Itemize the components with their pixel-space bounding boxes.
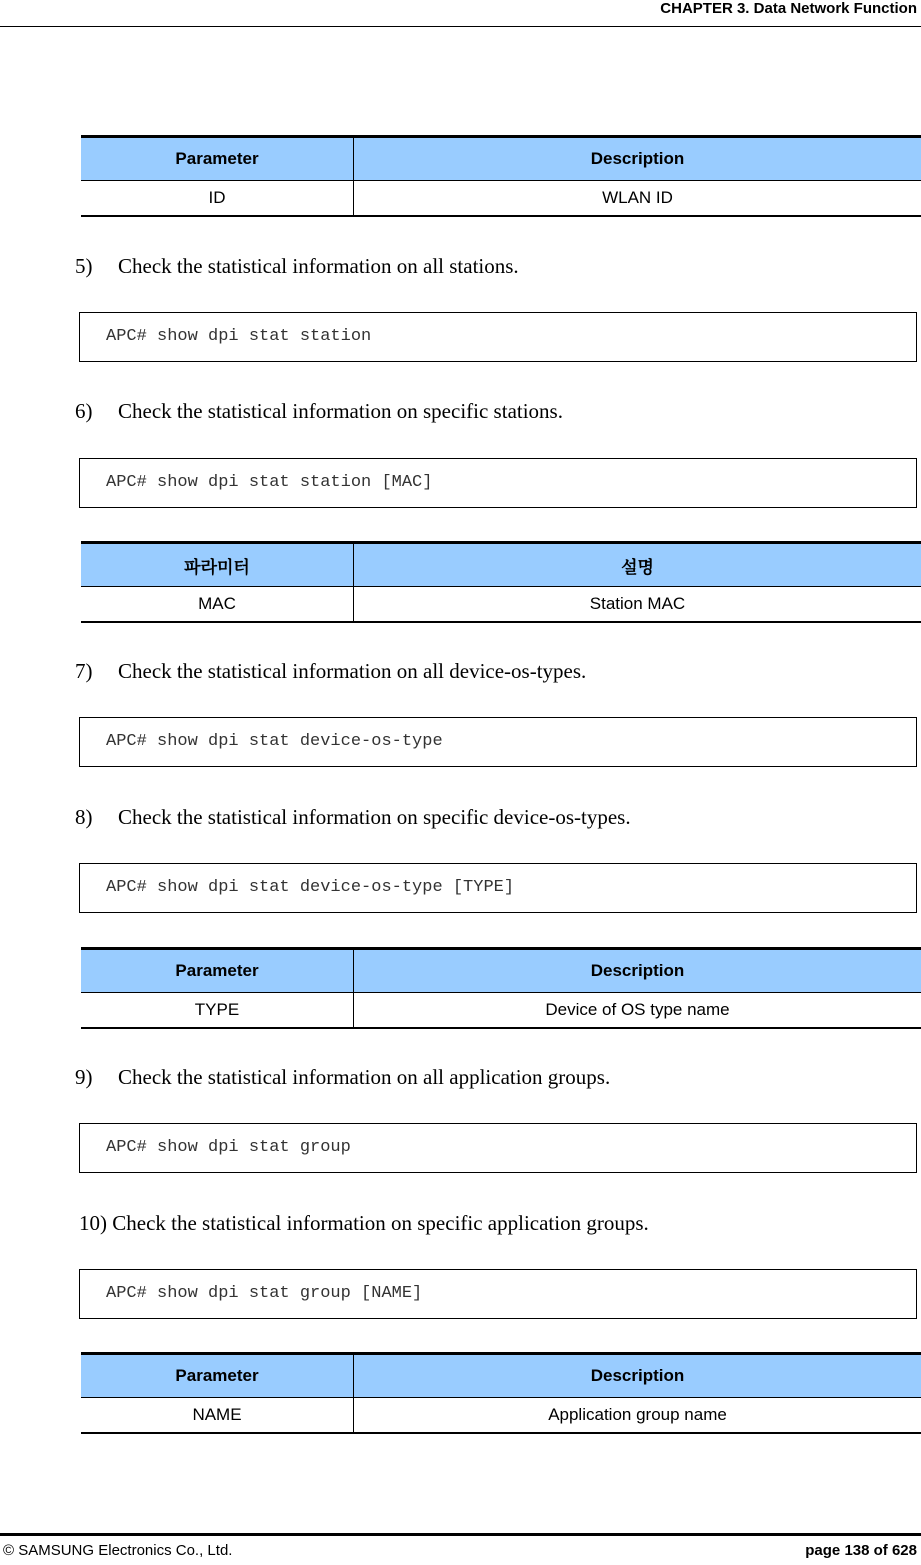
step-text: Check the statistical information on specific device-os-types.: [118, 805, 631, 829]
step-10: [79, 1211, 649, 1236]
parameter-table-name: [81, 1352, 921, 1434]
table-header-parameter: 파라미터: [81, 543, 354, 587]
step-number: 6): [75, 399, 93, 423]
step-text: Check the statistical information on all device-os-types.: [118, 659, 587, 683]
code-block-show-station-mac: APC# show dpi stat station [MAC]: [79, 458, 917, 508]
footer-divider: [0, 1533, 921, 1536]
table-row: [81, 1398, 921, 1434]
code-block-show-device-os-type: APC# show dpi stat device-os-type: [79, 717, 917, 767]
footer-page-number: page 138 of 628: [805, 1542, 917, 1559]
table-row: [81, 587, 921, 623]
table-cell-description: Device of OS type name: [354, 993, 921, 1029]
step-7: [75, 659, 586, 684]
footer-copyright: © SAMSUNG Electronics Co., Ltd.: [3, 1542, 233, 1559]
table-row: [81, 993, 921, 1029]
step-text: Check the statistical information on all stations.: [118, 254, 519, 278]
table-cell-parameter: ID: [81, 181, 354, 217]
table-header-parameter: Parameter: [81, 949, 354, 993]
table-header-description: 설명: [354, 543, 921, 587]
parameter-table-type: [81, 947, 921, 1029]
code-block-show-group: APC# show dpi stat group: [79, 1123, 917, 1173]
table-cell-parameter: MAC: [81, 587, 354, 623]
table-cell-description: Application group name: [354, 1398, 921, 1434]
table-header-parameter: Parameter: [81, 137, 354, 181]
code-block-show-station: APC# show dpi stat station: [79, 312, 917, 362]
step-5: [75, 254, 519, 279]
table-row: [81, 181, 921, 217]
step-8: [75, 805, 631, 830]
step-text: 10) Check the statistical information on specific application groups.: [79, 1211, 649, 1235]
step-number: 8): [75, 805, 93, 829]
table-header-parameter: Parameter: [81, 1354, 354, 1398]
step-number: 7): [75, 659, 93, 683]
table-cell-description: WLAN ID: [354, 181, 921, 217]
table-cell-description: Station MAC: [354, 587, 921, 623]
table-header-description: Description: [354, 949, 921, 993]
table-header-description: Description: [354, 137, 921, 181]
step-9: [75, 1065, 610, 1090]
parameter-table-id: [81, 135, 921, 217]
code-block-show-device-os-type-type: APC# show dpi stat device-os-type [TYPE]: [79, 863, 917, 913]
code-block-show-group-name: APC# show dpi stat group [NAME]: [79, 1269, 917, 1319]
table-cell-parameter: NAME: [81, 1398, 354, 1434]
step-6: [75, 399, 563, 424]
step-number: 9): [75, 1065, 93, 1089]
header-divider: [0, 26, 921, 27]
parameter-table-mac: [81, 541, 921, 623]
step-text: Check the statistical information on specific stations.: [118, 399, 563, 423]
step-text: Check the statistical information on all application groups.: [118, 1065, 611, 1089]
table-cell-parameter: TYPE: [81, 993, 354, 1029]
chapter-title: CHAPTER 3. Data Network Function: [660, 0, 917, 17]
step-number: 5): [75, 254, 93, 278]
table-header-description: Description: [354, 1354, 921, 1398]
